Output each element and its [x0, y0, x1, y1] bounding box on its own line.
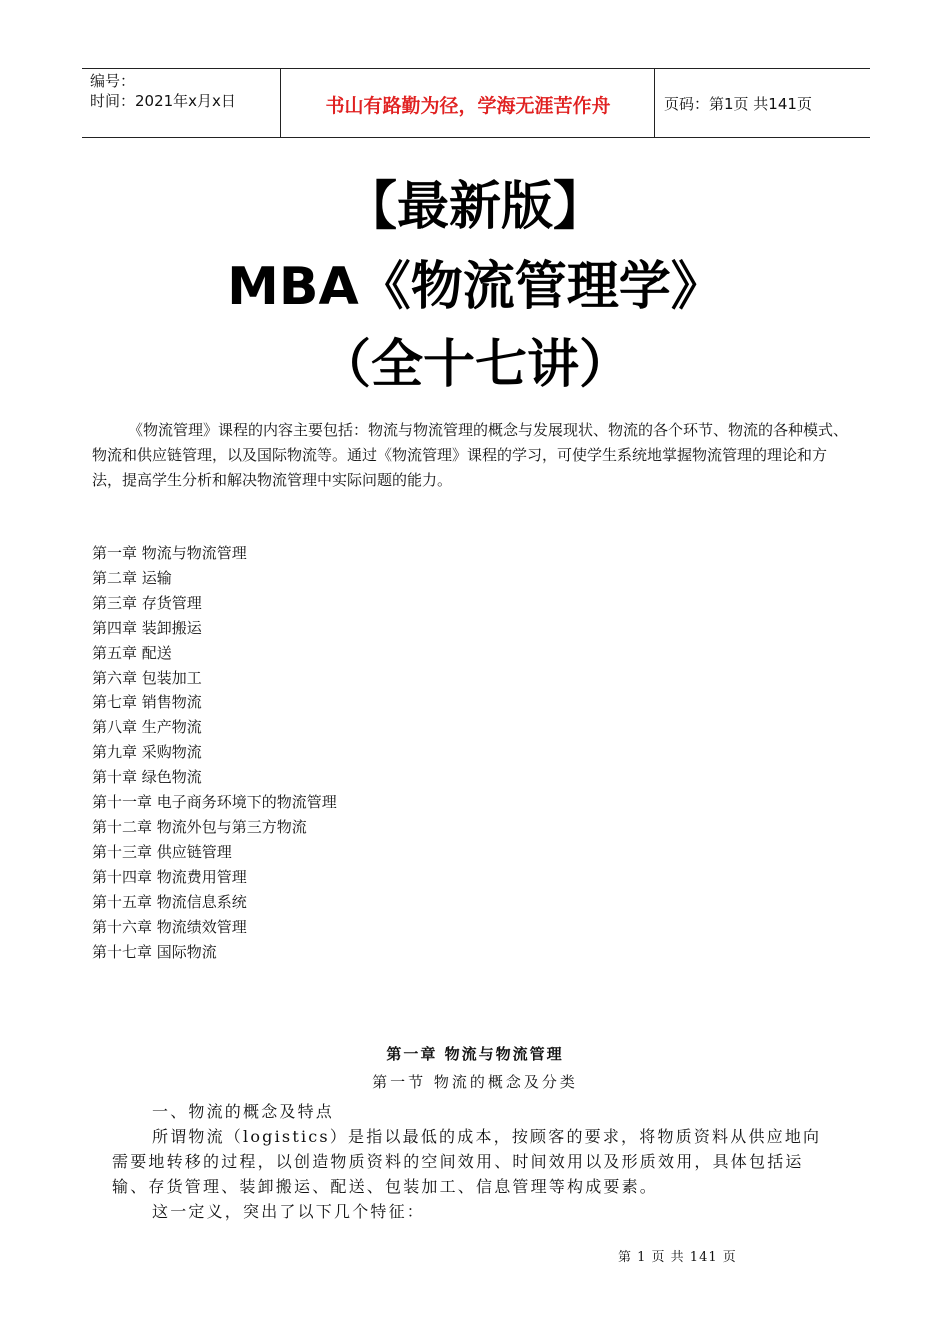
toc-item: 第十七章 国际物流	[92, 942, 217, 961]
body-paragraph: 所谓物流（logistics）是指以最低的成本，按顾客的要求，将物质资料从供应地向需要地转移的过程，以创造物质资料的空间效用、时间效用以及形质效用，具体包括运输、存货管理、装卸搬运、配送、包装加工、信息管理等构成要素。	[112, 1127, 822, 1196]
header-page-info: 页码：第1页 共141页	[664, 95, 812, 113]
intro-paragraph: 《物流管理》课程的内容主要包括：物流与物流管理的概念与发展现状、物流的各个环节、物流的各种模式、物流和供应链管理，以及国际物流等。通过《物流管理》课程的学习，可使学生系统地掌握物流管理的理论和方法，提高学生分析和解决物流管理中实际问题的能力。	[92, 421, 849, 489]
toc-item: 第十二章 物流外包与第三方物流	[92, 817, 307, 836]
toc-item: 第七章 销售物流	[92, 693, 202, 712]
section-title: 第一节 物流的概念及分类	[372, 1073, 578, 1091]
doc-title-line1: 【最新版】	[344, 177, 605, 237]
page-header	[82, 68, 870, 138]
header-motto: 书山有路勤为径，学海无涯苦作舟	[325, 95, 611, 117]
header-divider	[654, 69, 655, 137]
page-footer: 第 1 页 共 141 页	[618, 1250, 737, 1265]
toc-item: 第八章 生产物流	[92, 718, 202, 737]
header-divider	[280, 69, 281, 137]
header-meta	[90, 71, 280, 111]
chapter-title: 第一章 物流与物流管理	[386, 1045, 564, 1063]
toc-item: 第十一章 电子商务环境下的物流管理	[92, 793, 337, 812]
header-number: 编号：	[90, 72, 136, 90]
header-date: 时间：2021年x月x日	[90, 92, 236, 110]
toc-item: 第十五章 物流信息系统	[92, 892, 247, 911]
chapter-body	[112, 1099, 832, 1224]
doc-title-line2: MBA《物流管理学》	[227, 257, 723, 317]
toc-item: 第五章 配送	[92, 643, 172, 662]
toc-item: 第四章 装卸搬运	[92, 618, 202, 637]
body-heading: 一、物流的概念及特点	[152, 1102, 335, 1121]
table-of-contents	[92, 541, 337, 964]
body-paragraph: 这一定义，突出了以下几个特征：	[152, 1202, 426, 1221]
doc-title-line3: （全十七讲）	[318, 335, 631, 395]
toc-item: 第九章 采购物流	[92, 743, 202, 762]
toc-item: 第十三章 供应链管理	[92, 842, 232, 861]
toc-item: 第十四章 物流费用管理	[92, 867, 247, 886]
toc-item: 第六章 包装加工	[92, 668, 202, 687]
toc-item: 第十六章 物流绩效管理	[92, 917, 247, 936]
toc-item: 第二章 运输	[92, 568, 172, 587]
toc-item: 第一章 物流与物流管理	[92, 544, 247, 562]
toc-item: 第三章 存货管理	[92, 593, 202, 612]
toc-item: 第十章 绿色物流	[92, 768, 202, 787]
